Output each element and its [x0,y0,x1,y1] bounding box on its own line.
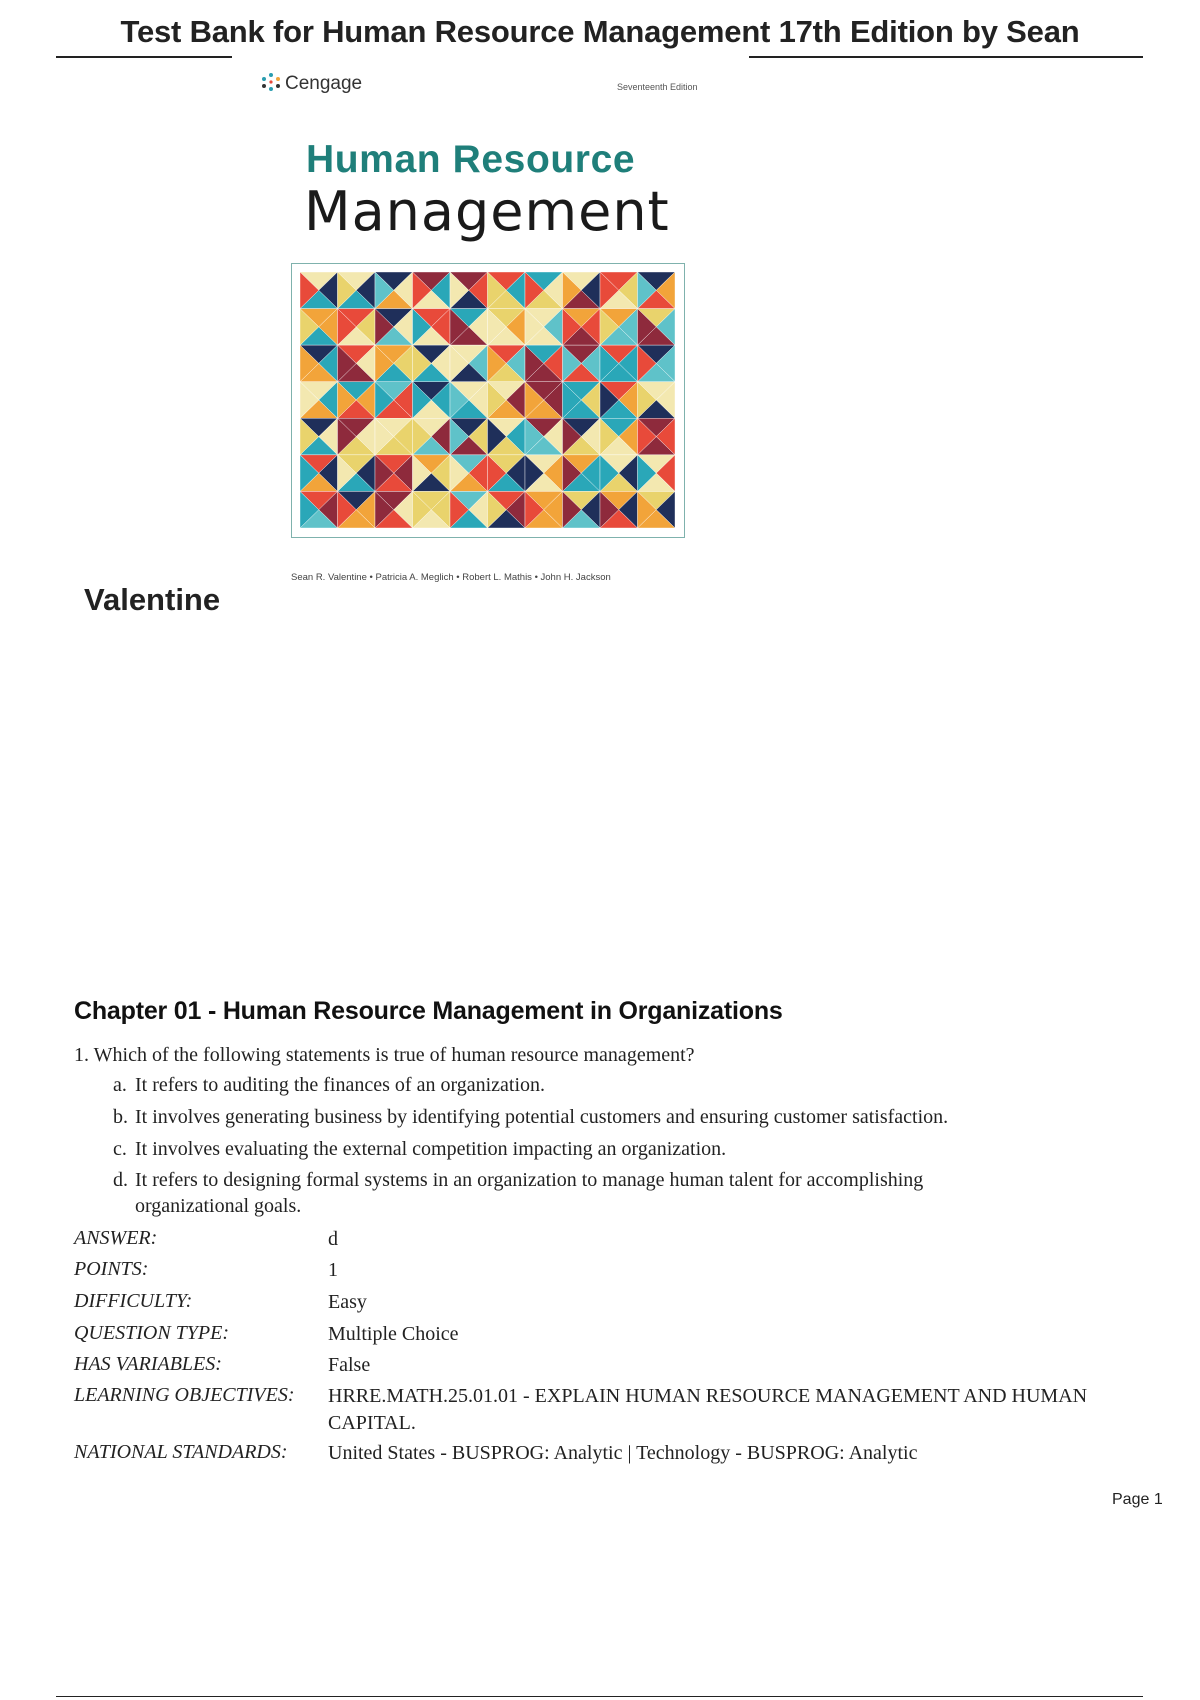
option-letter: b. [113,1106,128,1128]
meta-value-national-standards: United States - BUSPROG: Analytic | Technology - BUSPROG: Analytic [328,1442,918,1464]
meta-label-points: POINTS: [74,1258,149,1280]
meta-value-points: 1 [328,1259,338,1281]
option-text: It refers to auditing the finances of an organization. [135,1074,546,1096]
meta-label-national-standards: NATIONAL STANDARDS: [74,1441,288,1463]
option-letter: c. [113,1138,127,1160]
geometric-cover-artwork [300,272,675,528]
cover-authors: Sean R. Valentine • Patricia A. Meglich • Robert L. Mathis • John H. Jackson [291,572,611,583]
meta-value-difficulty: Easy [328,1291,367,1313]
chapter-heading: Chapter 01 - Human Resource Management in Organizations [74,997,783,1025]
option-letter: d. [113,1169,128,1191]
footer-rule [56,1696,1143,1697]
meta-value-answer: d [328,1228,338,1250]
title-underline-right [749,56,1143,58]
title-underline-left [56,56,232,58]
meta-label-has-variables: HAS VARIABLES: [74,1353,222,1375]
meta-label-answer: ANSWER: [74,1227,158,1249]
meta-value-learning-objectives: HRRE.MATH.25.01.01 - EXPLAIN HUMAN RESOURCE MANAGEMENT AND HUMAN CAPITAL. [328,1385,1088,1434]
meta-label-question-type: QUESTION TYPE: [74,1322,230,1344]
cengage-logo-icon [260,72,282,98]
option-text: It refers to designing formal systems in an organization to manage human talent for accomplishing organizational goals. [135,1169,924,1217]
option-text: It involves evaluating the external competition impacting an organization. [135,1138,727,1160]
meta-value-has-variables: False [328,1354,371,1376]
meta-label-learning-objectives: LEARNING OBJECTIVES: [74,1384,295,1406]
document-title: Test Bank for Human Resource Management 17th Edition by Sean [120,14,1080,49]
meta-label-difficulty: DIFFICULTY: [74,1290,193,1312]
meta-value-question-type: Multiple Choice [328,1323,459,1345]
question-text: 1. Which of the following statements is true of human resource management? [74,1044,695,1066]
cover-title-line2: Management [304,180,670,243]
cover-title-line1: Human Resource [306,138,636,181]
page-number: Page 1 [1112,1491,1163,1508]
option-text: It involves generating business by identifying potential customers and ensuring customer satisfaction. [135,1106,949,1128]
document-title-continuation: Valentine [84,582,221,617]
book-cover [240,70,720,590]
edition-label: Seventeenth Edition [617,82,698,92]
cover-artwork-frame [291,263,685,538]
publisher-name: Cengage [285,73,363,94]
option-letter: a. [113,1074,127,1096]
document-title-row [0,14,1200,50]
publisher-logo [260,72,362,98]
